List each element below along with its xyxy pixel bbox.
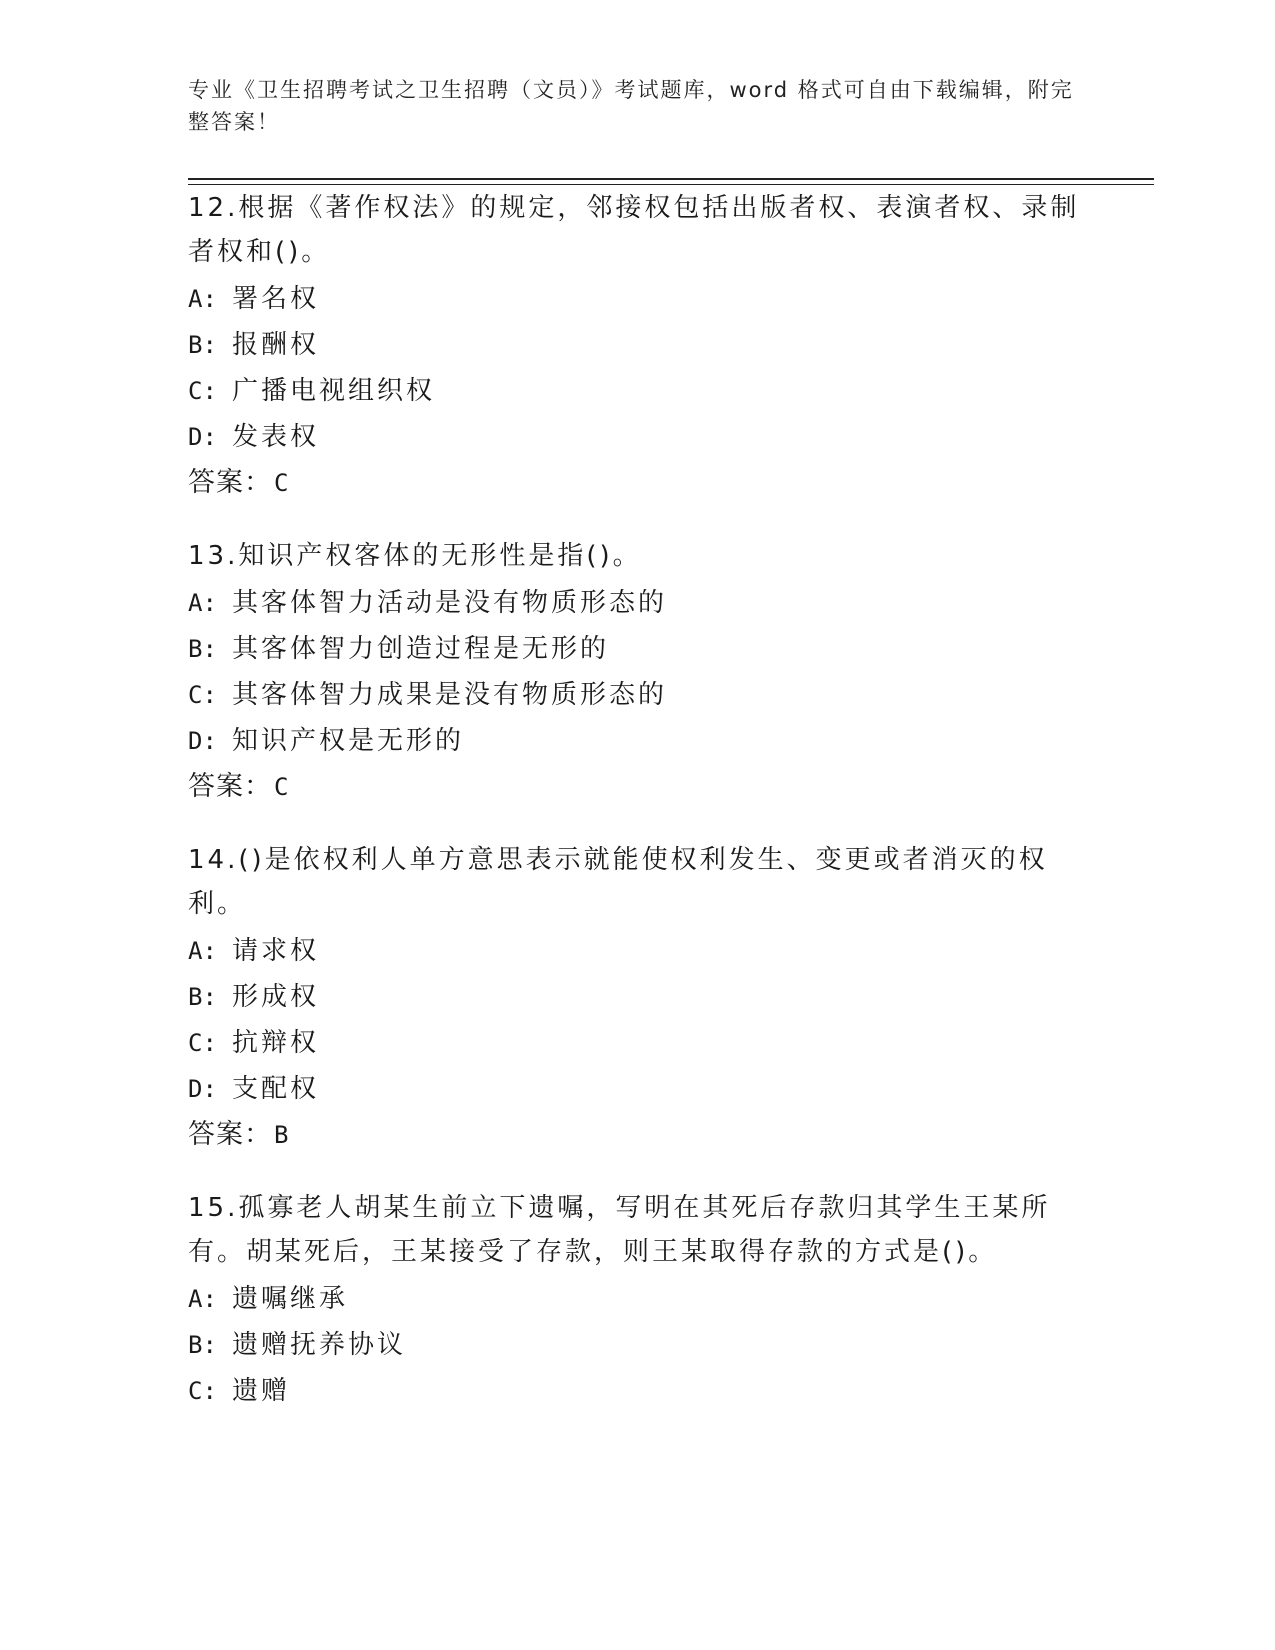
answer-value: C	[274, 469, 290, 497]
question-13	[188, 534, 1088, 810]
question-stem: 12.根据《著作权法》的规定，邻接权包括出版者权、表演者权、录制者权和()。	[188, 193, 1080, 267]
option-b	[188, 974, 1088, 1020]
header-divider	[188, 178, 1154, 185]
question-stem: 15.孤寡老人胡某生前立下遗嘱，写明在其死后存款归其学生王某所有。胡某死后，王某接受了存款，则王某取得存款的方式是()。	[188, 1193, 1051, 1267]
question-15	[188, 1186, 1088, 1414]
option-letter: C:	[188, 1377, 217, 1405]
option-text: 其客体智力成果是没有物质形态的	[232, 680, 668, 710]
option-text: 其客体智力活动是没有物质形态的	[232, 588, 668, 618]
option-letter: A:	[188, 285, 217, 313]
option-text: 支配权	[232, 1074, 320, 1104]
option-text: 知识产权是无形的	[232, 726, 465, 756]
option-c	[188, 368, 1088, 414]
option-letter: B:	[188, 983, 217, 1011]
option-letter: A:	[188, 589, 217, 617]
option-text: 广播电视组织权	[232, 376, 436, 406]
option-d	[188, 718, 1088, 764]
option-text: 形成权	[232, 982, 320, 1012]
option-letter: A:	[188, 937, 217, 965]
question-12	[188, 186, 1088, 506]
answer-line	[188, 1112, 1088, 1158]
option-d	[188, 414, 1088, 460]
option-text: 报酬权	[232, 330, 320, 360]
question-stem: 14.()是依权利人单方意思表示就能使权利发生、变更或者消灭的权利。	[188, 845, 1048, 919]
option-text: 抗辩权	[232, 1028, 320, 1058]
option-c	[188, 1368, 1088, 1414]
question-14	[188, 838, 1088, 1158]
option-text: 遗赠抚养协议	[232, 1330, 407, 1360]
answer-value: C	[274, 773, 290, 801]
option-letter: D:	[188, 1075, 217, 1103]
option-letter: C:	[188, 377, 217, 405]
option-text: 遗嘱继承	[232, 1284, 349, 1314]
answer-label: 答案：	[188, 467, 272, 498]
option-letter: D:	[188, 727, 217, 755]
option-b	[188, 1322, 1088, 1368]
option-letter: B:	[188, 635, 217, 663]
option-text: 署名权	[232, 284, 320, 314]
option-text: 请求权	[232, 936, 320, 966]
option-text: 其客体智力创造过程是无形的	[232, 634, 610, 664]
option-letter: C:	[188, 1029, 217, 1057]
option-d	[188, 1066, 1088, 1112]
option-a	[188, 580, 1088, 626]
answer-line	[188, 764, 1088, 810]
answer-label: 答案：	[188, 771, 272, 802]
answer-line	[188, 460, 1088, 506]
option-letter: B:	[188, 1331, 217, 1359]
option-a	[188, 928, 1088, 974]
option-c	[188, 1020, 1088, 1066]
option-a	[188, 276, 1088, 322]
option-letter: C:	[188, 681, 217, 709]
option-b	[188, 626, 1088, 672]
option-text: 遗赠	[232, 1376, 291, 1406]
option-letter: B:	[188, 331, 217, 359]
option-text: 发表权	[232, 422, 320, 452]
header-note: 专业《卫生招聘考试之卫生招聘（文员）》考试题库，word 格式可自由下载编辑，附完整答案！	[188, 78, 1074, 134]
option-letter: D:	[188, 423, 217, 451]
option-c	[188, 672, 1088, 718]
option-a	[188, 1276, 1088, 1322]
option-letter: A:	[188, 1285, 217, 1313]
question-stem: 13.知识产权客体的无形性是指()。	[188, 541, 642, 571]
answer-value: B	[274, 1121, 290, 1149]
answer-label: 答案：	[188, 1119, 272, 1150]
option-b	[188, 322, 1088, 368]
